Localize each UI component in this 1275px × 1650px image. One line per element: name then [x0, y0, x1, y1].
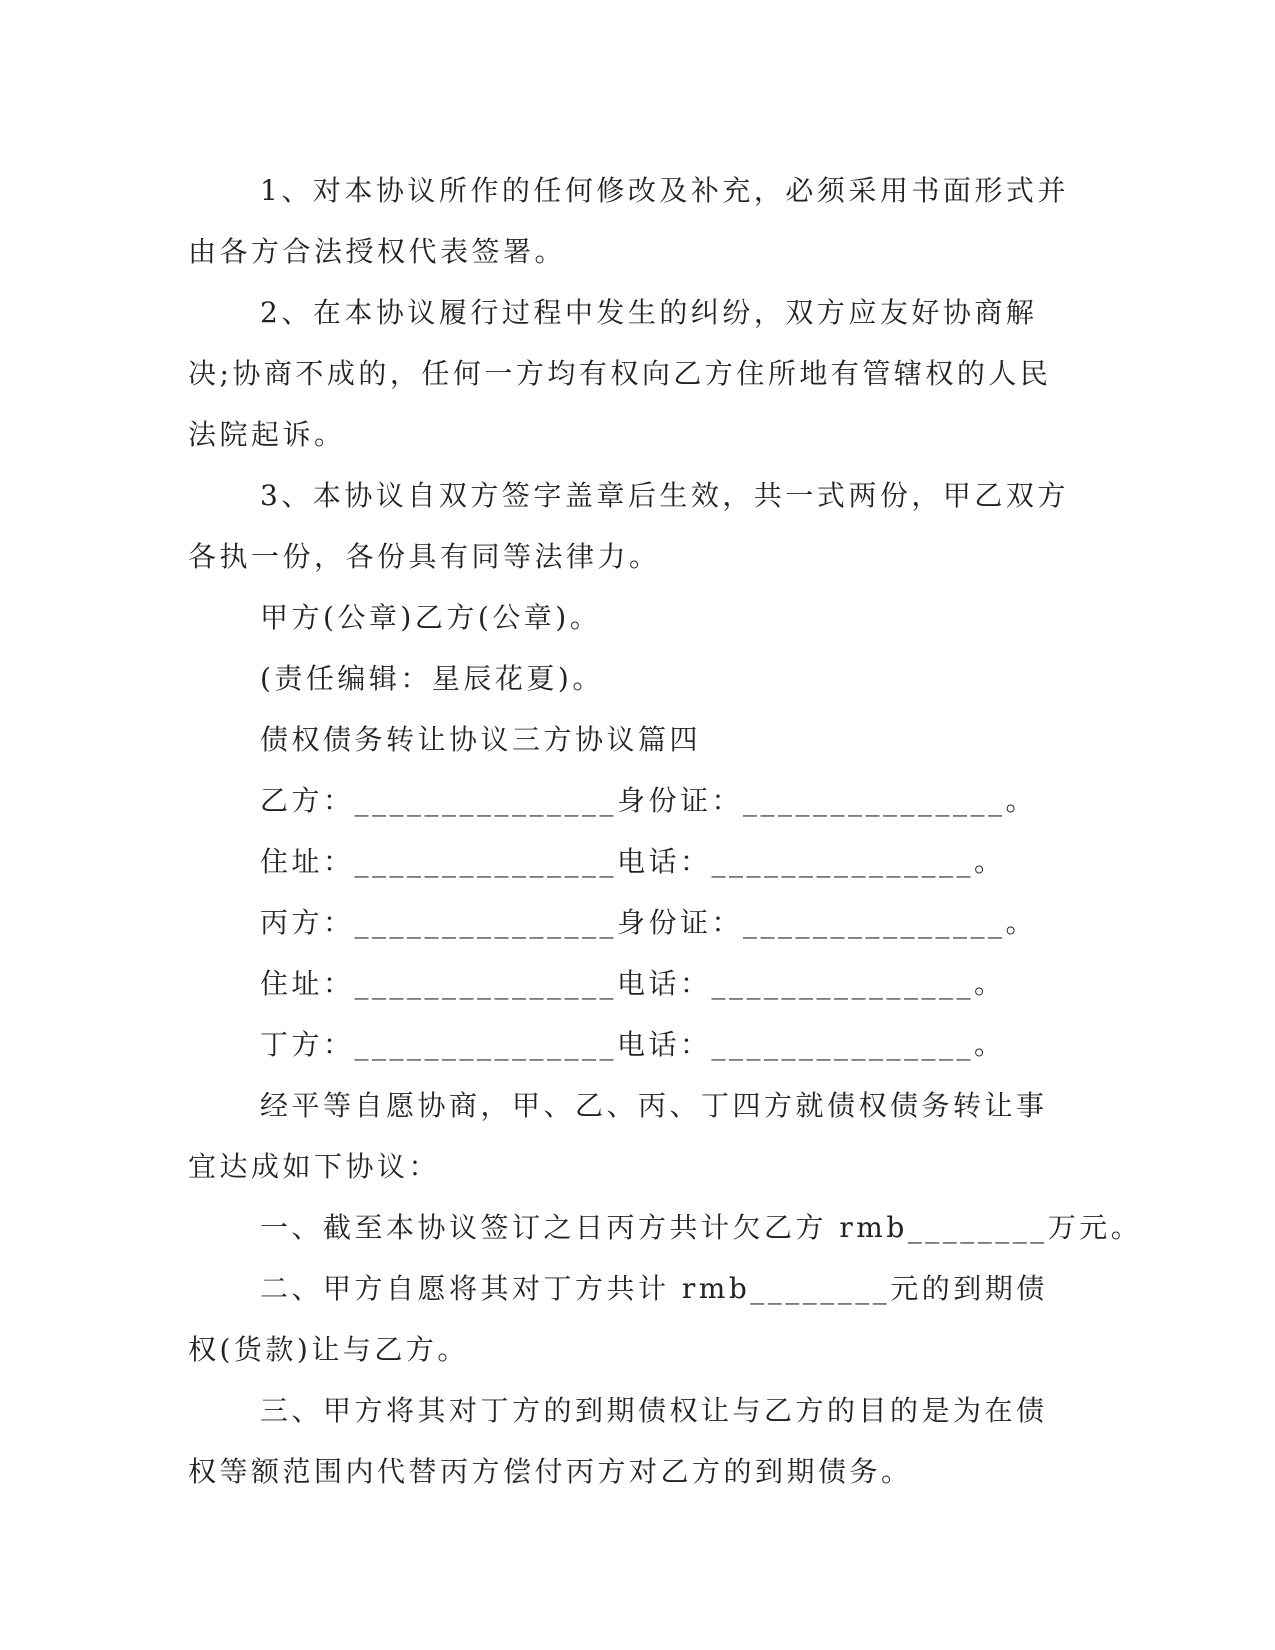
- party-b-address-line: 住址：_______________电话：_______________。: [260, 845, 1006, 878]
- document-body: [188, 160, 1143, 1502]
- section-title: 债权债务转让协议三方协议篇四: [260, 723, 702, 756]
- party-b-line: 乙方：_______________身份证：_______________。: [260, 784, 1038, 817]
- seals-line: 甲方(公章)乙方(公章)。: [260, 601, 602, 634]
- article-2-paragraph: 二、甲方自愿将其对丁方共计 rmb________元的到期债权(货款)让与乙方。: [188, 1272, 1048, 1366]
- party-c-address-line: 住址：_______________电话：_______________。: [260, 967, 1006, 1000]
- preamble-paragraph: 经平等自愿协商，甲、乙、丙、丁四方就债权债务转让事宜达成如下协议：: [188, 1089, 1048, 1183]
- clause-3-paragraph: 3、本协议自双方签字盖章后生效，共一式两份，甲乙双方各执一份，各份具有同等法律力。: [188, 479, 1069, 573]
- party-c-line: 丙方：_______________身份证：_______________。: [260, 906, 1038, 939]
- editor-line: (责任编辑：星辰花夏)。: [260, 662, 604, 695]
- article-3-paragraph: 三、甲方将其对丁方的到期债权让与乙方的目的是为在债权等额范围内代替丙方偿付丙方对乙方的到期债务。: [188, 1394, 1048, 1488]
- clause-2-paragraph: 2、在本协议履行过程中发生的纠纷，双方应友好协商解决;协商不成的，任何一方均有权向乙方住所地有管辖权的人民法院起诉。: [188, 296, 1052, 451]
- article-1-paragraph: 一、截至本协议签订之日丙方共计欠乙方 rmb________万元。: [260, 1211, 1143, 1244]
- party-d-line: 丁方：_______________电话：_______________。: [260, 1028, 1006, 1061]
- clause-1-paragraph: 1、对本协议所作的任何修改及补充，必须采用书面形式并由各方合法授权代表签署。: [188, 174, 1069, 268]
